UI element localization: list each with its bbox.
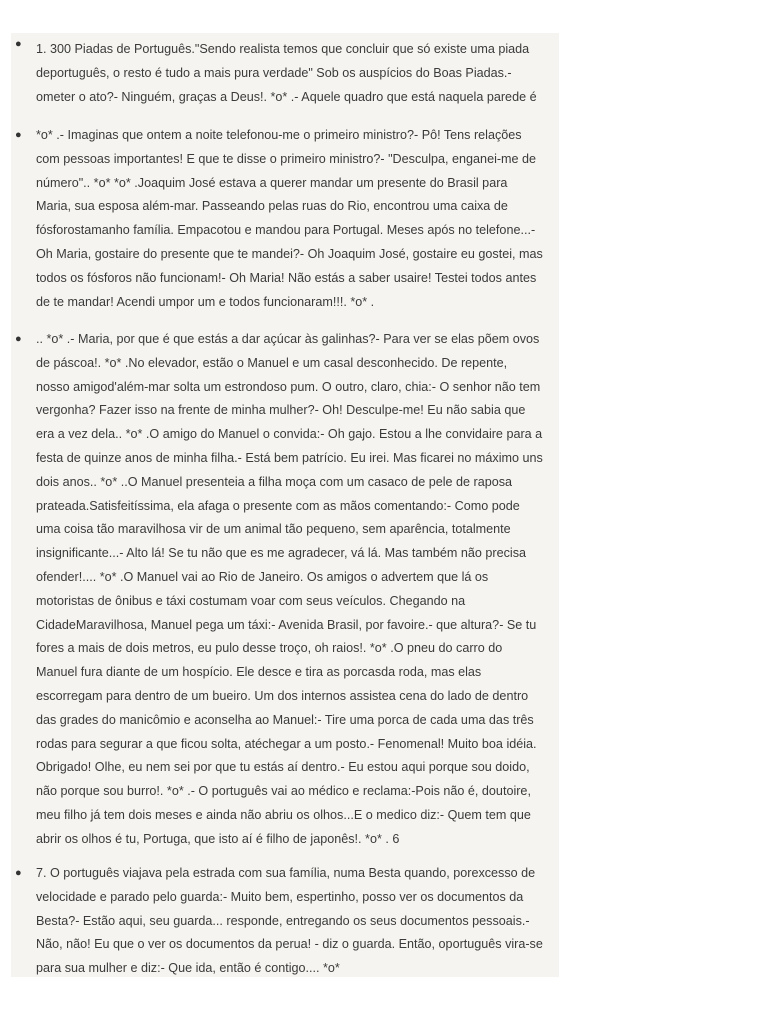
text-line: Não, não! Eu que o ver os documentos da perua! - diz o guarda. Então, oportuguês vira-se [36, 937, 543, 952]
text-line: insignificante...- Alto lá! Se tu não que es me agradecer, vá lá. Mas também não precisa [36, 546, 527, 561]
text-line: escorregam para dentro de um bueiro. Um dos internos assistea cena do lado de dentro [36, 688, 529, 703]
text-line: das grades do manicômio e aconselha ao Manuel:- Tire uma porca de cada uma das três [36, 712, 534, 727]
text-line: rodas para segurar a que ficou solta, atéchegar a um posto.- Fenomenal! Muito boa idéia. [36, 736, 537, 751]
text-line: 1. 300 Piadas de Português."Sendo realista temos que concluir que só existe uma piada [36, 42, 530, 56]
bullet-icon: ● [15, 867, 22, 879]
text-line: *o* .- Imaginas que ontem a noite telefonou-me o primeiro ministro?- Pô! Tens relações [36, 128, 522, 142]
text-line: Obrigado! Olhe, eu nem sei por que tu estás aí dentro.- Eu estou aqui porque sou doido, [36, 760, 530, 775]
text-line: número".. *o* *o* .Joaquim José estava a querer mandar um presente do Brasil para [36, 175, 508, 190]
text-line: ometer o ato?- Ninguém, graças a Deus!. *o* .- Aquele quadro que está naquela parede é [36, 89, 537, 104]
paragraph [36, 862, 556, 981]
text-line: para sua mulher e diz:- Que ida, então é contigo.... *o* [36, 961, 340, 976]
text-line: vergonha? Fazer isso na frente de minha mulher?- Oh! Desculpe-me! Eu não sabia que [36, 403, 526, 418]
text-line: Oh Maria, gostaire do presente que te mandei?- Oh Joaquim José, gostaire eu gostei, mas [36, 246, 543, 261]
text-line: meu filho já tem dois meses e ainda não abriu os olhos...E o medico diz:- Quem tem que [36, 807, 531, 822]
bullet-icon: ● [15, 38, 22, 50]
paragraph [36, 38, 556, 109]
text-line: CidadeMaravilhosa, Manuel pega um táxi:- Avenida Brasil, por favoire.- que altura?- Se tu [36, 617, 537, 632]
bullet-icon: ● [15, 129, 22, 141]
text-line: motoristas de ônibus e táxi costumam voar com seus veículos. Chegando na [36, 593, 466, 608]
text-line: todos os fósforos não funcionam!- Oh Maria! Não estás a saber usaire! Testei todos antes [36, 270, 537, 285]
text-line: Maria, sua esposa além-mar. Passeando pelas ruas do Rio, encontrou uma caixa de [36, 199, 508, 214]
text-line: era a vez dela.. *o* .O amigo do Manuel o convida:- Oh gajo. Estou a lhe convidaire para a [36, 427, 543, 442]
text-line: deportuguês, o resto é tudo a mais pura verdade" Sob os auspícios do Boas Piadas.- [36, 65, 512, 80]
text-line: Manuel fura diante de um hospício. Ele desce e tira as porcasda roda, mas elas [36, 665, 482, 680]
text-line: .. *o* .- Maria, por que é que estás a dar açúcar às galinhas?- Para ver se elas põem ovos [36, 332, 540, 346]
text-line: de te mandar! Acendi umpor um e todos funcionaram!!!. *o* . [36, 294, 375, 309]
paragraph [36, 124, 556, 314]
text-line: prateada.Satisfeitíssima, ela afaga o presente com as mãos comentando:- Como pode [36, 498, 520, 513]
text-line: abrir os olhos é tu, Portuga, que isto aí é filho de japonês!. *o* . 6 [36, 831, 400, 846]
text-line: 7. O português viajava pela estrada com sua família, numa Besta quando, porexcesso de [36, 866, 536, 880]
text-line: velocidade e parado pelo guarda:- Muito bem, espertinho, posso ver os documentos da [36, 889, 524, 904]
text-line: ofender!.... *o* .O Manuel vai ao Rio de Janeiro. Os amigos o advertem que lá os [36, 569, 489, 584]
document-page [11, 33, 559, 977]
text-line: Besta?- Estão aqui, seu guarda... responde, entregando os seus documentos pessoais.- [36, 913, 530, 928]
text-line: não porque sou burro!. *o* .- O português vai ao médico e reclama:-Pois não é, doutoire, [36, 784, 531, 799]
text-line: nosso amigod'além-mar solta um estrondoso pum. O outro, claro, chia:- O senhor não tem [36, 379, 541, 394]
text-line: com pessoas importantes! E que te disse o primeiro ministro?- "Desculpa, enganei-me de [36, 151, 537, 166]
text-line: fósforostamanho família. Empacotou e mandou para Portugal. Meses após no telefone...- [36, 223, 536, 238]
text-line: dois anos.. *o* ..O Manuel presenteia a filha moça com um casaco de pele de raposa [36, 474, 513, 489]
text-line: de páscoa!. *o* .No elevador, estão o Manuel e um casal desconhecido. De repente, [36, 355, 508, 370]
paragraph [36, 328, 556, 852]
text-line: fores a mais de dois metros, eu pulo desse troço, oh raios!. *o* .O pneu do carro do [36, 641, 503, 656]
text-line: festa de quinze anos de minha filha.- Está bem patrício. Eu irei. Mas ficarei no máximo uns [36, 450, 543, 465]
bullet-icon: ● [15, 333, 22, 345]
text-line: uma coisa tão maravilhosa vir de um animal tão pequeno, sem aparência, totalmente [36, 522, 511, 537]
